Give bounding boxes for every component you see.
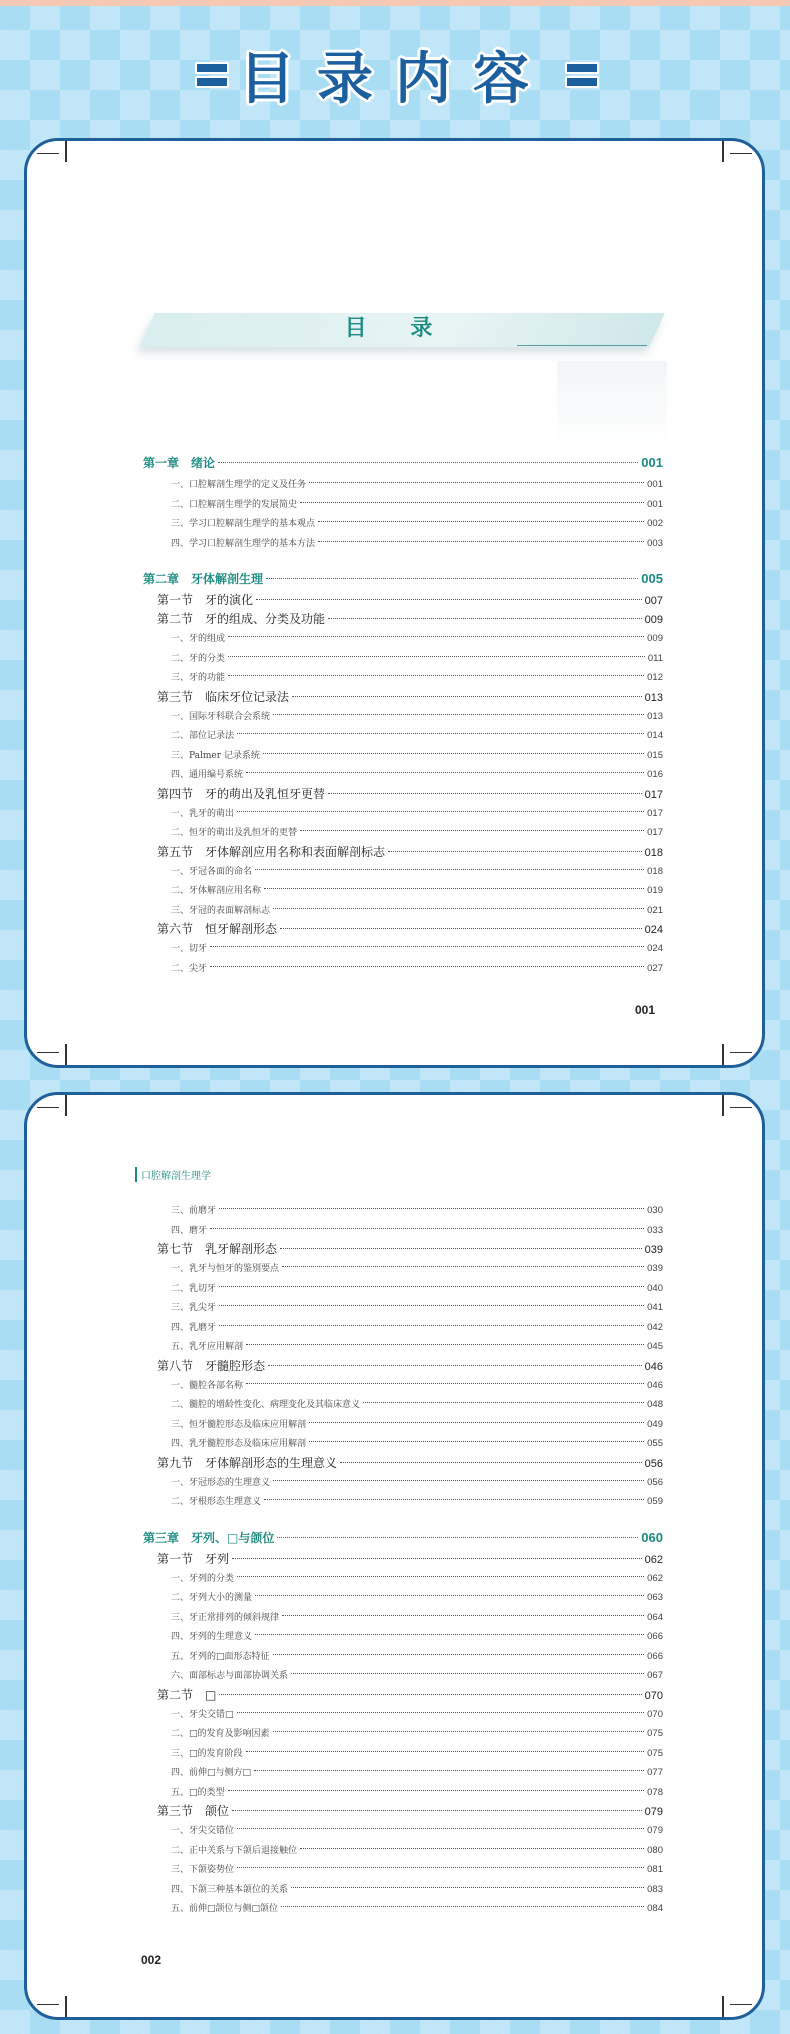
dot-leader: [210, 966, 644, 967]
toc-entry-title: 第一章 绪论: [143, 456, 216, 470]
dot-leader: [328, 793, 642, 794]
toc-list: [143, 451, 663, 978]
toc-entry-title: 四、通用编号系统: [171, 770, 244, 780]
dot-leader: [273, 714, 644, 715]
dot-leader: [277, 1537, 638, 1538]
toc-page-1: [24, 138, 765, 1068]
toc-entry-page: 007: [644, 595, 663, 607]
toc-entry-page: 063: [647, 1592, 663, 1603]
toc-entry-title: 第二节 □: [157, 1687, 217, 1702]
toc-section-row: [143, 843, 663, 862]
toc-section-row: [143, 1357, 663, 1376]
toc-entry-title: 一、牙尖交错□: [171, 1709, 234, 1720]
toc-entry-page: 045: [647, 1341, 663, 1352]
toc-item-row: [143, 804, 663, 824]
heading-rule: [517, 345, 647, 346]
dot-leader: [228, 656, 645, 657]
toc-entry-page: 001: [647, 479, 663, 490]
toc-entry-page: 018: [647, 865, 663, 877]
toc-entry-page: 075: [647, 1747, 663, 1759]
toc-item-row: [143, 1841, 663, 1861]
toc-entry-page: 055: [647, 1438, 663, 1449]
toc-entry-title: 三、Palmer 记录系统: [171, 750, 260, 761]
toc-entry-title: 第七节 乳牙解剖形态: [157, 1242, 278, 1256]
toc-entry-page: 062: [647, 1572, 663, 1584]
toc-item-row: [143, 881, 663, 901]
toc-item-row: [143, 1492, 663, 1512]
toc-item-row: [143, 1647, 663, 1667]
toc-entry-title: 三、牙冠的表面解剖标志: [171, 905, 271, 916]
toc-entry-title: 第二节 牙的组成、分类及功能: [157, 612, 326, 626]
dot-leader: [273, 908, 644, 909]
toc-entry-title: 二、部位记录法: [171, 731, 235, 741]
toc-entry-page: 024: [644, 924, 663, 936]
toc-item-row: [143, 668, 663, 688]
toc-entry-page: 001: [647, 498, 663, 510]
dot-leader: [232, 1810, 642, 1811]
banner: [0, 30, 790, 120]
toc-entry-page: 084: [647, 1903, 663, 1914]
equals-left-icon: [195, 62, 225, 88]
toc-entry-page: 014: [647, 730, 663, 741]
dot-leader: [246, 1383, 644, 1384]
dot-leader: [232, 1558, 642, 1559]
dot-leader: [237, 1828, 644, 1829]
toc-entry-title: 第一节 牙列: [157, 1551, 230, 1566]
toc-section-row: [143, 591, 663, 610]
toc-entry-title: 一、乳牙与恒牙的鉴别要点: [171, 1264, 280, 1274]
page-number: 001: [635, 1003, 656, 1017]
toc-item-row: [143, 707, 663, 727]
dot-leader: [328, 618, 642, 619]
toc-entry-page: 066: [647, 1650, 663, 1662]
toc-entry-title: 第五节 牙体解剖应用名称和表面解剖标志: [157, 844, 386, 859]
dot-leader: [300, 1848, 644, 1849]
dot-leader: [273, 1731, 645, 1732]
toc-entry-page: 079: [647, 1825, 663, 1836]
dot-leader: [281, 1906, 644, 1907]
toc-entry-page: 049: [647, 1418, 663, 1430]
dot-leader: [273, 1480, 644, 1481]
toc-item-row: [143, 514, 663, 534]
toc-entry-title: 四、前伸□与侧方□: [171, 1768, 252, 1778]
toc-entry-title: 第四节 牙的萌出及乳恒牙更替: [157, 786, 326, 801]
toc-entry-page: 077: [647, 1767, 663, 1778]
toc-item-row: [143, 1569, 663, 1589]
toc-item-row: [143, 1783, 663, 1803]
toc-item-row: [143, 746, 663, 766]
toc-entry-page: 056: [644, 1457, 663, 1470]
toc-item-row: [143, 495, 663, 515]
dot-leader: [219, 1208, 644, 1209]
toc-item-row: [143, 1279, 663, 1299]
toc-entry-title: 二、牙根形态生理意义: [171, 1497, 262, 1507]
dot-leader: [363, 1402, 644, 1403]
toc-item-row: [143, 901, 663, 921]
toc-entry-page: 013: [644, 691, 663, 704]
toc-item-row: [143, 1337, 663, 1357]
toc-entry-page: 039: [644, 1244, 663, 1256]
dot-leader: [388, 851, 642, 852]
toc-item-row: [143, 1860, 663, 1880]
dot-leader: [237, 1712, 645, 1713]
dot-leader: [280, 1248, 642, 1249]
equals-right-icon: [565, 62, 595, 88]
toc-entry-page: 021: [647, 904, 663, 916]
toc-entry-title: 三、乳尖牙: [171, 1303, 217, 1313]
dot-leader: [237, 811, 644, 812]
toc-entry-page: 083: [647, 1883, 663, 1895]
toc-entry-page: 040: [647, 1282, 663, 1294]
dot-leader: [254, 1770, 644, 1771]
toc-entry-page: 064: [647, 1611, 663, 1623]
dot-leader: [309, 482, 644, 483]
dot-leader: [264, 1499, 644, 1500]
dot-leader: [282, 1615, 644, 1616]
toc-item-row: [143, 765, 663, 785]
toc-item-row: [143, 1880, 663, 1900]
toc-entry-page: 081: [647, 1864, 663, 1875]
toc-entry-page: 039: [647, 1263, 663, 1274]
toc-entry-page: 027: [647, 962, 663, 974]
toc-entry-title: 一、国际牙科联合会系统: [171, 711, 271, 722]
toc-item-row: [143, 475, 663, 495]
toc-item-row: [143, 1588, 663, 1608]
toc-entry-page: 017: [647, 807, 663, 819]
dot-leader: [291, 1673, 644, 1674]
toc-entry-title: 三、牙正常排列的倾斜规律: [171, 1612, 280, 1623]
dot-leader: [210, 946, 644, 947]
dot-leader: [237, 1576, 644, 1577]
toc-item-row: [143, 1395, 663, 1415]
toc-item-row: [143, 1744, 663, 1764]
dot-leader: [228, 1790, 645, 1791]
toc-entry-title: 三、前磨牙: [171, 1206, 217, 1216]
banner-title: 目录内容: [239, 47, 551, 112]
toc-entry-page: 001: [641, 455, 663, 470]
toc-entry-title: 三、恒牙髓腔形态及临床应用解剖: [171, 1419, 307, 1430]
toc-entry-title: 一、牙的组成: [171, 634, 226, 644]
toc-item-row: [143, 726, 663, 746]
toc-item-row: [143, 939, 663, 959]
toc-entry-title: 一、口腔解剖生理学的定义及任务: [171, 480, 307, 490]
dot-leader: [318, 521, 644, 522]
toc-section-row: [143, 1454, 663, 1473]
toc-heading: 目 录: [344, 316, 451, 341]
toc-item-row: [143, 1666, 663, 1686]
toc-section-row: [143, 1686, 663, 1705]
dot-leader: [246, 772, 644, 773]
toc-entry-title: 五、牙列的□面形态特征: [171, 1651, 270, 1662]
toc-item-row: [143, 1376, 663, 1396]
dot-leader: [300, 502, 644, 503]
toc-entry-title: 三、牙的功能: [171, 673, 226, 683]
top-strip: [0, 0, 790, 6]
toc-item-row: [143, 1899, 663, 1919]
toc-entry-title: 四、磨牙: [171, 1225, 208, 1236]
toc-item-row: [143, 1259, 663, 1279]
toc-list: [143, 1201, 663, 1919]
toc-entry-title: 二、牙的分类: [171, 653, 226, 664]
toc-chapter-row: [143, 567, 663, 591]
toc-entry-title: 三、学习口腔解剖生理学的基本观点: [171, 519, 316, 529]
dot-leader: [237, 733, 644, 734]
toc-entry-title: 一、牙冠形态的生理意义: [171, 1477, 271, 1488]
toc-entry-page: 066: [647, 1631, 663, 1642]
toc-entry-page: 012: [647, 672, 663, 683]
toc-entry-page: 011: [647, 652, 663, 664]
dot-leader: [282, 1266, 644, 1267]
toc-entry-page: 005: [641, 571, 663, 586]
toc-entry-title: 五、□的类型: [171, 1787, 225, 1798]
toc-entry-page: 075: [647, 1728, 663, 1739]
toc-entry-page: 070: [644, 1689, 663, 1702]
toc-entry-title: 二、牙体解剖应用名称: [171, 886, 262, 896]
toc-entry-page: 059: [647, 1496, 663, 1507]
toc-entry-page: 033: [647, 1224, 663, 1236]
toc-item-row: [143, 1724, 663, 1744]
toc-entry-page: 056: [647, 1476, 663, 1488]
toc-chapter-row: [143, 1526, 663, 1550]
toc-entry-page: 079: [644, 1806, 663, 1818]
toc-item-row: [143, 1434, 663, 1454]
dot-leader: [268, 1365, 642, 1366]
toc-entry-title: 四、乳牙髓腔形态及临床应用解剖: [171, 1439, 307, 1449]
toc-entry-title: 二、牙列大小的测量: [171, 1593, 253, 1603]
dot-leader: [292, 696, 642, 697]
toc-entry-title: 五、乳牙应用解剖: [171, 1342, 244, 1352]
toc-entry-page: 062: [644, 1553, 663, 1566]
dot-leader: [266, 578, 638, 579]
dot-leader: [255, 1595, 644, 1596]
toc-entry-page: 009: [647, 633, 663, 644]
toc-entry-page: 070: [647, 1708, 663, 1720]
toc-item-row: [143, 1705, 663, 1725]
toc-entry-title: 一、切牙: [171, 944, 208, 954]
decorative-shade: [557, 361, 667, 451]
crop-mark-icon: [37, 1030, 59, 1053]
running-head: 口腔解剖生理学: [135, 1167, 211, 1182]
toc-item-row: [143, 629, 663, 649]
toc-item-row: [143, 959, 663, 979]
toc-entry-page: 002: [647, 518, 663, 529]
toc-entry-page: 024: [647, 943, 663, 954]
toc-entry-title: 三、下颌姿势位: [171, 1865, 235, 1875]
toc-entry-title: 一、牙尖交错位: [171, 1826, 235, 1836]
crop-mark-icon: [730, 1107, 752, 1130]
toc-entry-title: 四、牙列的生理意义: [171, 1632, 253, 1642]
toc-entry-title: 三、□的发育阶段: [171, 1748, 243, 1759]
toc-entry-page: 030: [647, 1205, 663, 1216]
toc-entry-title: 第九节 牙体解剖形态的生理意义: [157, 1455, 338, 1470]
toc-entry-page: 015: [647, 749, 663, 761]
toc-entry-title: 四、下颌三种基本颌位的关系: [171, 1884, 289, 1895]
dot-leader: [219, 1305, 644, 1306]
toc-entry-page: 017: [647, 827, 663, 838]
dot-leader: [219, 1286, 644, 1287]
toc-item-row: [143, 1627, 663, 1647]
toc-entry-page: 067: [647, 1670, 663, 1681]
toc-item-row: [143, 1608, 663, 1628]
dot-leader: [340, 1462, 642, 1463]
toc-item-row: [143, 1415, 663, 1435]
toc-entry-title: 一、乳牙的萌出: [171, 808, 235, 819]
toc-entry-title: 六、面部标志与面部协调关系: [171, 1671, 289, 1681]
toc-section-row: [143, 1240, 663, 1259]
toc-entry-title: 一、牙冠各面的命名: [171, 866, 253, 877]
toc-item-row: [143, 1201, 663, 1221]
dot-leader: [255, 869, 644, 870]
toc-section-row: [143, 785, 663, 804]
crop-mark-icon: [730, 153, 752, 176]
crop-mark-icon: [37, 153, 59, 176]
toc-entry-page: 046: [647, 1379, 663, 1391]
toc-entry-page: 046: [644, 1360, 663, 1373]
toc-entry-page: 078: [647, 1786, 663, 1798]
toc-entry-title: 四、学习口腔解剖生理学的基本方法: [171, 538, 316, 549]
dot-leader: [210, 1228, 644, 1229]
toc-entry-title: 二、髓腔的增龄性变化、病理变化及其临床意义: [171, 1400, 361, 1410]
toc-section-row: [143, 1802, 663, 1821]
toc-section-row: [143, 1550, 663, 1569]
page-number: 002: [141, 1953, 162, 1967]
toc-entry-title: 一、牙列的分类: [171, 1573, 235, 1584]
toc-entry-title: 第三节 颌位: [157, 1804, 230, 1818]
toc-entry-title: 第二章 牙体解剖生理: [143, 572, 264, 586]
dot-leader: [318, 541, 644, 542]
toc-item-row: [143, 534, 663, 554]
dot-leader: [255, 1634, 644, 1635]
dot-leader: [280, 928, 642, 929]
dot-leader: [228, 675, 644, 676]
dot-leader: [237, 1867, 644, 1868]
toc-entry-page: 080: [647, 1844, 663, 1856]
crop-mark-icon: [37, 1107, 59, 1130]
toc-entry-title: 二、□的发育及影响因素: [171, 1729, 270, 1739]
toc-entry-title: 四、乳磨牙: [171, 1322, 217, 1333]
toc-section-row: [143, 610, 663, 629]
toc-entry-title: 第三章 牙列、□与颌位: [143, 1530, 275, 1545]
toc-entry-page: 060: [641, 1529, 663, 1545]
toc-section-row: [143, 688, 663, 707]
toc-entry-title: 一、髓腔各部名称: [171, 1380, 244, 1391]
toc-entry-title: 二、正中关系与下颌后退接触位: [171, 1845, 298, 1856]
toc-section-row: [143, 920, 663, 939]
toc-entry-page: 013: [647, 710, 663, 722]
dot-leader: [273, 1654, 645, 1655]
toc-entry-title: 二、尖牙: [171, 963, 208, 974]
toc-entry-title: 第三节 临床牙位记录法: [157, 689, 290, 704]
toc-chapter-row: [143, 451, 663, 475]
toc-page-2: [24, 1092, 765, 2020]
toc-entry-page: 009: [644, 614, 663, 626]
crop-mark-icon: [37, 1982, 59, 2005]
toc-entry-page: 017: [644, 788, 663, 801]
toc-item-row: [143, 823, 663, 843]
toc-entry-page: 003: [647, 537, 663, 549]
toc-item-row: [143, 1473, 663, 1493]
toc-item-row: [143, 1221, 663, 1241]
toc-entry-page: 042: [647, 1321, 663, 1333]
toc-item-row: [143, 1318, 663, 1338]
dot-leader: [264, 888, 644, 889]
dot-leader: [291, 1887, 644, 1888]
toc-entry-title: 二、恒牙的萌出及乳恒牙的更替: [171, 828, 298, 838]
dot-leader: [256, 599, 642, 600]
toc-entry-title: 五、前伸□颌位与侧□颌位: [171, 1904, 279, 1914]
toc-entry-title: 第八节 牙髓腔形态: [157, 1358, 266, 1373]
dot-leader: [228, 636, 644, 637]
toc-item-row: [143, 1298, 663, 1318]
toc-entry-page: 016: [647, 769, 663, 780]
toc-entry-title: 二、口腔解剖生理学的发展简史: [171, 499, 298, 510]
toc-entry-title: 二、乳切牙: [171, 1283, 217, 1294]
dot-leader: [309, 1441, 644, 1442]
toc-entry-title: 第一节 牙的演化: [157, 593, 254, 607]
toc-item-row: [143, 649, 663, 669]
crop-mark-icon: [730, 1030, 752, 1053]
dot-leader: [309, 1422, 644, 1423]
crop-mark-icon: [730, 1982, 752, 2005]
dot-leader: [246, 1751, 645, 1752]
toc-item-row: [143, 1763, 663, 1783]
toc-entry-page: 048: [647, 1399, 663, 1410]
dot-leader: [246, 1344, 644, 1345]
dot-leader: [300, 830, 644, 831]
toc-entry-page: 041: [647, 1302, 663, 1313]
toc-item-row: [143, 862, 663, 882]
dot-leader: [218, 462, 638, 463]
toc-item-row: [143, 1821, 663, 1841]
dot-leader: [219, 1694, 641, 1695]
toc-entry-page: 018: [644, 846, 663, 859]
dot-leader: [219, 1325, 644, 1326]
toc-entry-title: 第六节 恒牙解剖形态: [157, 922, 278, 936]
toc-entry-page: 019: [647, 885, 663, 896]
dot-leader: [263, 753, 644, 754]
